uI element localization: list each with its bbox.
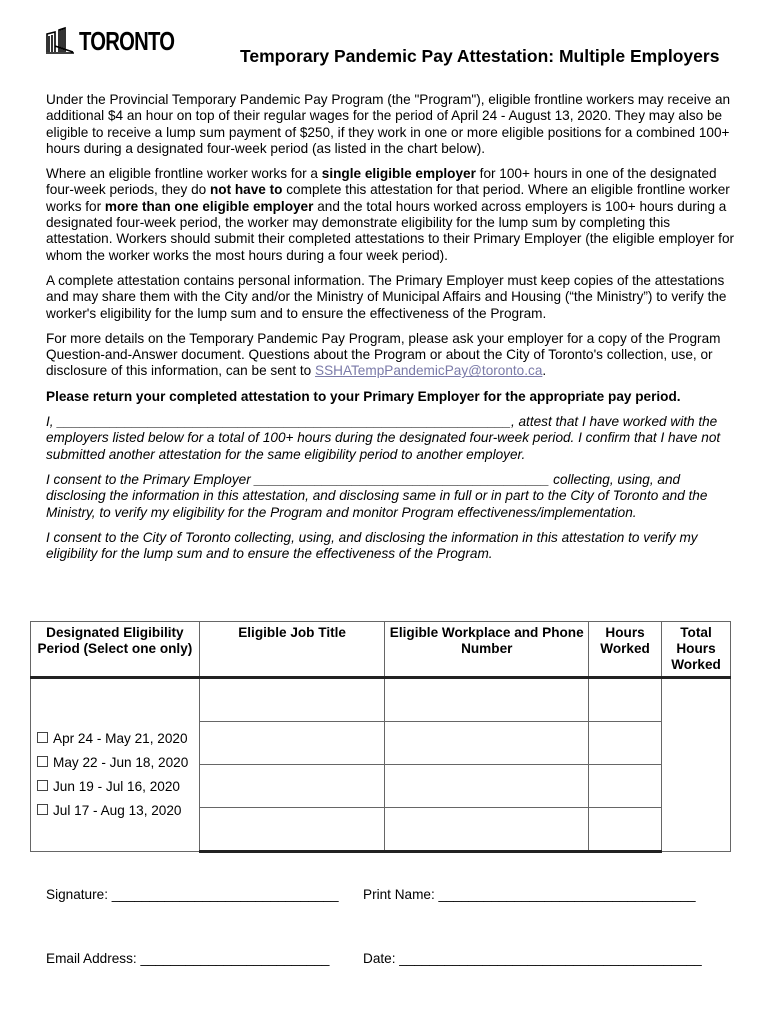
table-row <box>31 678 731 722</box>
city-consent-statement: I consent to the City of Toronto collecting, using, and disclosing the information in this attestation to verify my eligibility for the lump sum and to ensure the effectiveness of the Program. <box>46 529 698 562</box>
return-instruction <box>46 389 736 405</box>
text: For more details on the Temporary Pandemic Pay Program, please ask your employer for a copy of the Program Question-and-Answer document. Questions about the Program or about the City of Toronto's collection, use, or disclosure of this information, can be sent to <box>46 330 721 379</box>
hours-cell[interactable] <box>589 765 662 808</box>
period-label: Jul 17 - Aug 13, 2020 <box>53 803 182 818</box>
checkbox[interactable] <box>37 780 48 791</box>
workplace-cell[interactable] <box>385 765 589 808</box>
period-option[interactable] <box>37 727 199 751</box>
hours-cell[interactable] <box>589 722 662 765</box>
period-option[interactable] <box>37 751 199 775</box>
attestation-statement: I, ____________________________________________________________, attest that I have worked with the employers listed below for a total of 100+ hours during the designated four-week period. I confirm that I have not submitted another attestation for the same eligibility period to another employer. <box>46 414 721 462</box>
checkbox[interactable] <box>37 756 48 767</box>
eligibility-paragraph <box>46 166 736 264</box>
period-option[interactable] <box>37 799 199 823</box>
period-options <box>31 678 200 852</box>
header-total-hours: Total Hours Worked <box>662 622 731 678</box>
employer-consent-statement: I consent to the Primary Employer _______________________________________ collecting, using, and disclosing the information in this attestation, and disclosing same in full or in part to the City of Toronto and the Ministry, to verify my eligibility for the Program and monitor Program effectiveness/implementation. <box>46 471 708 520</box>
email-address-field[interactable]: Email Address: _________________________ <box>46 951 330 966</box>
text: . <box>542 363 547 379</box>
emphasis: not have to <box>209 182 283 198</box>
job-title-cell[interactable] <box>199 765 385 808</box>
checkbox[interactable] <box>37 732 48 743</box>
emphasis: more than one eligible employer <box>104 198 314 214</box>
text: complete this attestation for that period. Where an eligible frontline worker works for <box>46 182 730 214</box>
header-hours: Hours Worked <box>589 622 662 678</box>
header-period: Designated Eligibility Period (Select one only) <box>31 622 200 678</box>
emphasis: single eligible employer <box>321 166 476 182</box>
details-paragraph <box>46 331 736 380</box>
period-label: May 22 - Jun 18, 2020 <box>53 755 189 770</box>
hours-cell[interactable] <box>589 808 662 852</box>
contact-email-link[interactable]: SSHATempPandemicPay@toronto.ca <box>315 363 543 379</box>
period-option[interactable] <box>37 775 199 799</box>
date-field[interactable]: Date: ________________________________________ <box>363 951 702 966</box>
document-body <box>46 92 736 571</box>
period-label: Apr 24 - May 21, 2020 <box>53 731 188 746</box>
checkbox[interactable] <box>37 804 48 815</box>
text: and the total hours worked across employers is 100+ hours during a designated four-week period, the worker may demonstrate eligibility for the lump sum by completing this attestation. Workers should submit their completed attestations to their Primary Employer (the eligible employer for whom the worker works the most hours during a four week period). <box>46 198 735 263</box>
employment-table <box>30 621 731 853</box>
workplace-cell[interactable] <box>385 678 589 722</box>
job-title-cell[interactable] <box>199 678 385 722</box>
hours-cell[interactable] <box>589 678 662 722</box>
period-label: Jun 19 - Jul 16, 2020 <box>53 779 180 794</box>
header-workplace: Eligible Workplace and Phone Number <box>385 622 589 678</box>
emphasis: Please return your completed attestation to your Primary Employer for the appropriate pay period. <box>46 388 681 404</box>
total-hours-cell[interactable] <box>662 678 731 852</box>
city-of-toronto-logo: TORONTO <box>45 26 201 54</box>
city-hall-icon <box>45 26 75 54</box>
text: for 100+ hours in one of the designated four-week periods, they do <box>46 166 717 198</box>
job-title-cell[interactable] <box>199 808 385 852</box>
signature-field[interactable]: Signature: ______________________________ <box>46 887 339 902</box>
text: Where an eligible frontline worker works for a <box>46 166 322 182</box>
header-job-title: Eligible Job Title <box>199 622 385 678</box>
job-title-cell[interactable] <box>199 722 385 765</box>
print-name-field[interactable]: Print Name: __________________________________ <box>363 887 696 902</box>
page-title: Temporary Pandemic Pay Attestation: Multiple Employers <box>240 46 720 66</box>
privacy-paragraph: A complete attestation contains personal information. The Primary Employer must keep copies of the attestations and may share them with the City and/or the Ministry of Municipal Affairs and Housing (“the Ministry”) to verify the worker's eligibility for the lump sum and to ensure the effectiveness of the Program. <box>46 272 727 321</box>
workplace-cell[interactable] <box>385 808 589 852</box>
workplace-cell[interactable] <box>385 722 589 765</box>
intro-paragraph: Under the Provincial Temporary Pandemic Pay Program (the "Program"), eligible frontline workers may receive an additional $4 an hour on top of their regular wages for the period of April 24 - August 13, 2020. They may also be eligible to receive a lump sum payment of $250, if they work in one or more eligible positions for a combined 100+ hours during a designated four-week period (as listed in the chart below). <box>46 92 731 156</box>
